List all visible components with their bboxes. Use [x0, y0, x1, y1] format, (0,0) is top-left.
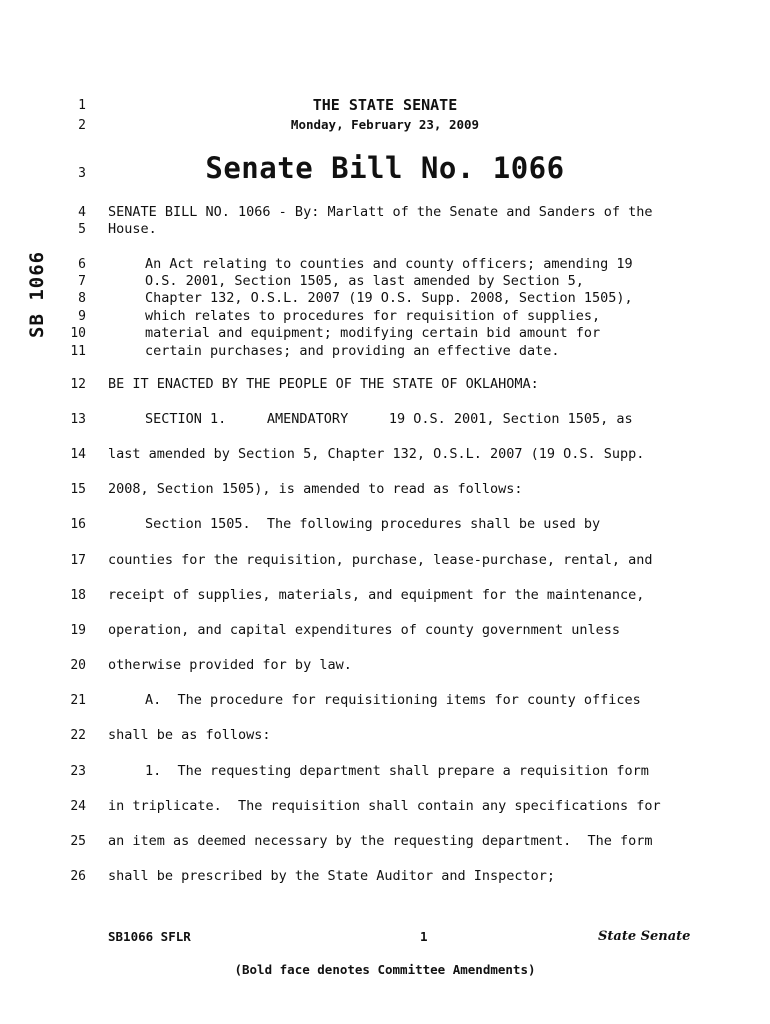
- line-number: 13: [70, 412, 86, 427]
- bill-text-line: certain purchases; and providing an effective date.: [145, 343, 560, 359]
- line-number: 3: [78, 166, 86, 181]
- line-number: 1: [78, 98, 86, 113]
- bill-text-line: 2008, Section 1505), is amended to read as follows:: [108, 481, 523, 497]
- line-number: 9: [78, 309, 86, 324]
- bill-text-line: BE IT ENACTED BY THE PEOPLE OF THE STATE OF OKLAHOMA:: [108, 376, 539, 392]
- line-number: 14: [70, 447, 86, 462]
- line-number: 21: [70, 693, 86, 708]
- bill-text-line: which relates to procedures for requisition of supplies,: [145, 308, 601, 324]
- bill-text-line: SENATE BILL NO. 1066 - By: Marlatt of the Senate and Sanders of the: [108, 204, 653, 220]
- bill-text-line: SECTION 1. AMENDATORY 19 O.S. 2001, Section 1505, as: [145, 411, 633, 427]
- line-number: 20: [70, 658, 86, 673]
- bill-text-line: last amended by Section 5, Chapter 132, O.S.L. 2007 (19 O.S. Supp.: [108, 446, 645, 462]
- line-number: 23: [70, 764, 86, 779]
- line-number: 7: [78, 274, 86, 289]
- bill-text-line: O.S. 2001, Section 1505, as last amended by Section 5,: [145, 273, 584, 289]
- line-number: 17: [70, 553, 86, 568]
- line-number: 5: [78, 222, 86, 237]
- line-number: 18: [70, 588, 86, 603]
- bill-text-line: operation, and capital expenditures of county government unless: [108, 622, 621, 638]
- line-number: 15: [70, 482, 86, 497]
- session-date: Monday, February 23, 2009: [290, 117, 480, 132]
- chamber-title: THE STATE SENATE: [312, 96, 458, 114]
- line-number: 4: [78, 205, 86, 220]
- line-number: 16: [70, 517, 86, 532]
- bill-text-line: receipt of supplies, materials, and equipment for the maintenance,: [108, 587, 645, 603]
- line-number: 11: [70, 344, 86, 359]
- bill-text-line: Chapter 132, O.S.L. 2007 (19 O.S. Supp. 2008, Section 1505),: [145, 290, 633, 306]
- bill-text-line: in triplicate. The requisition shall contain any specifications for: [108, 798, 661, 814]
- bill-text-line: A. The procedure for requisitioning items for county offices: [145, 692, 641, 708]
- line-number: 26: [70, 869, 86, 884]
- bill-text-line: An Act relating to counties and county officers; amending 19: [145, 256, 633, 272]
- bill-text-line: counties for the requisition, purchase, lease-purchase, rental, and: [108, 552, 653, 568]
- bill-text-line: shall be as follows:: [108, 727, 271, 743]
- bill-title: Senate Bill No. 1066: [205, 151, 565, 185]
- line-number: 8: [78, 291, 86, 306]
- footer-doc-id: SB1066 SFLR: [108, 929, 191, 944]
- line-number: 2: [78, 118, 86, 133]
- footer-page-number: 1: [420, 929, 428, 944]
- bill-text-line: material and equipment; modifying certain bid amount for: [145, 325, 601, 341]
- bill-text-line: Section 1505. The following procedures shall be used by: [145, 516, 601, 532]
- line-number: 12: [70, 377, 86, 392]
- footer-chamber: State Senate: [598, 929, 691, 944]
- bill-text-line: House.: [108, 221, 157, 237]
- line-number: 22: [70, 728, 86, 743]
- footer-amendment-note: (Bold face denotes Committee Amendments): [234, 962, 536, 977]
- bill-text-line: 1. The requesting department shall prepare a requisition form: [145, 763, 649, 779]
- line-number: 19: [70, 623, 86, 638]
- bill-text-line: otherwise provided for by law.: [108, 657, 352, 673]
- line-number: 24: [70, 799, 86, 814]
- line-number: 10: [70, 326, 86, 341]
- line-number: 6: [78, 257, 86, 272]
- bill-text-line: an item as deemed necessary by the requesting department. The form: [108, 833, 653, 849]
- side-bill-label: SB 1066: [26, 250, 48, 338]
- bill-text-line: shall be prescribed by the State Auditor and Inspector;: [108, 868, 556, 884]
- line-number: 25: [70, 834, 86, 849]
